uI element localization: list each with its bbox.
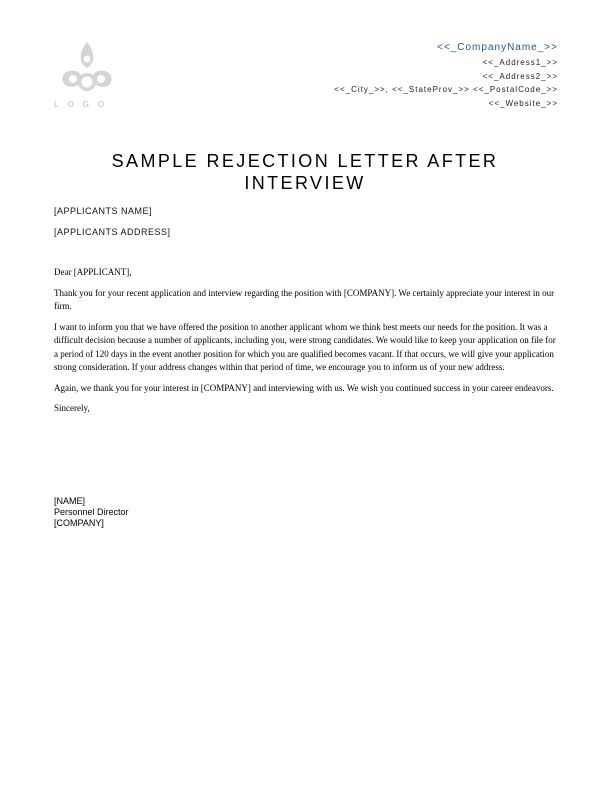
company-address1: <<_Address1_>> xyxy=(482,58,558,67)
company-city-line: <<_City_>>, <<_StateProv_>> <<_PostalCode_>> xyxy=(334,85,558,94)
salutation: Dear [APPLICANT], xyxy=(54,267,132,277)
document-title: SAMPLE REJECTION LETTER AFTER INTERVIEW xyxy=(111,151,499,193)
company-address2: <<_Address2_>> xyxy=(482,71,558,81)
paragraph-1: Thank you for your recent application and interview regarding the position with [COMPANY]. We certainly appreciate your interest in our firm. xyxy=(54,287,555,311)
applicant-name: [APPLICANTS NAME] xyxy=(54,206,153,216)
paragraph-2: I want to inform you that we have offered the position to another applicant whom we think best meets our needs for the position. It was a difficult decision because a number of applicants, including you, were strong candidates. We would like to keep your application on file for a period of 120 days in the event another position for which you are qualified becomes vacant. If that occurs, we will give your application strong consideration. If your address changes within that period of time, we encourage you to inform us of your new address. xyxy=(54,321,556,372)
closing: Sincerely, xyxy=(54,403,90,413)
signer-name: [NAME] xyxy=(54,496,86,506)
applicant-address: [APPLICANTS ADDRESS] xyxy=(54,227,171,237)
signer-company: [COMPANY] xyxy=(54,518,104,528)
paragraph-3: Again, we thank you for your interest in [COMPANY] and interviewing with us. We wish you continued success in your career endeavors. xyxy=(54,382,554,393)
logo-mark-icon xyxy=(56,40,118,98)
company-name: <<_CompanyName_>> xyxy=(437,42,558,53)
company-website: <<_Website_>> xyxy=(488,98,558,108)
company-logo xyxy=(50,40,130,115)
signer-title: Personnel Director xyxy=(54,507,129,517)
signature-block xyxy=(54,496,129,529)
letter-body xyxy=(54,266,558,423)
logo-text: LOGO xyxy=(54,100,114,109)
company-address-block xyxy=(334,42,558,110)
